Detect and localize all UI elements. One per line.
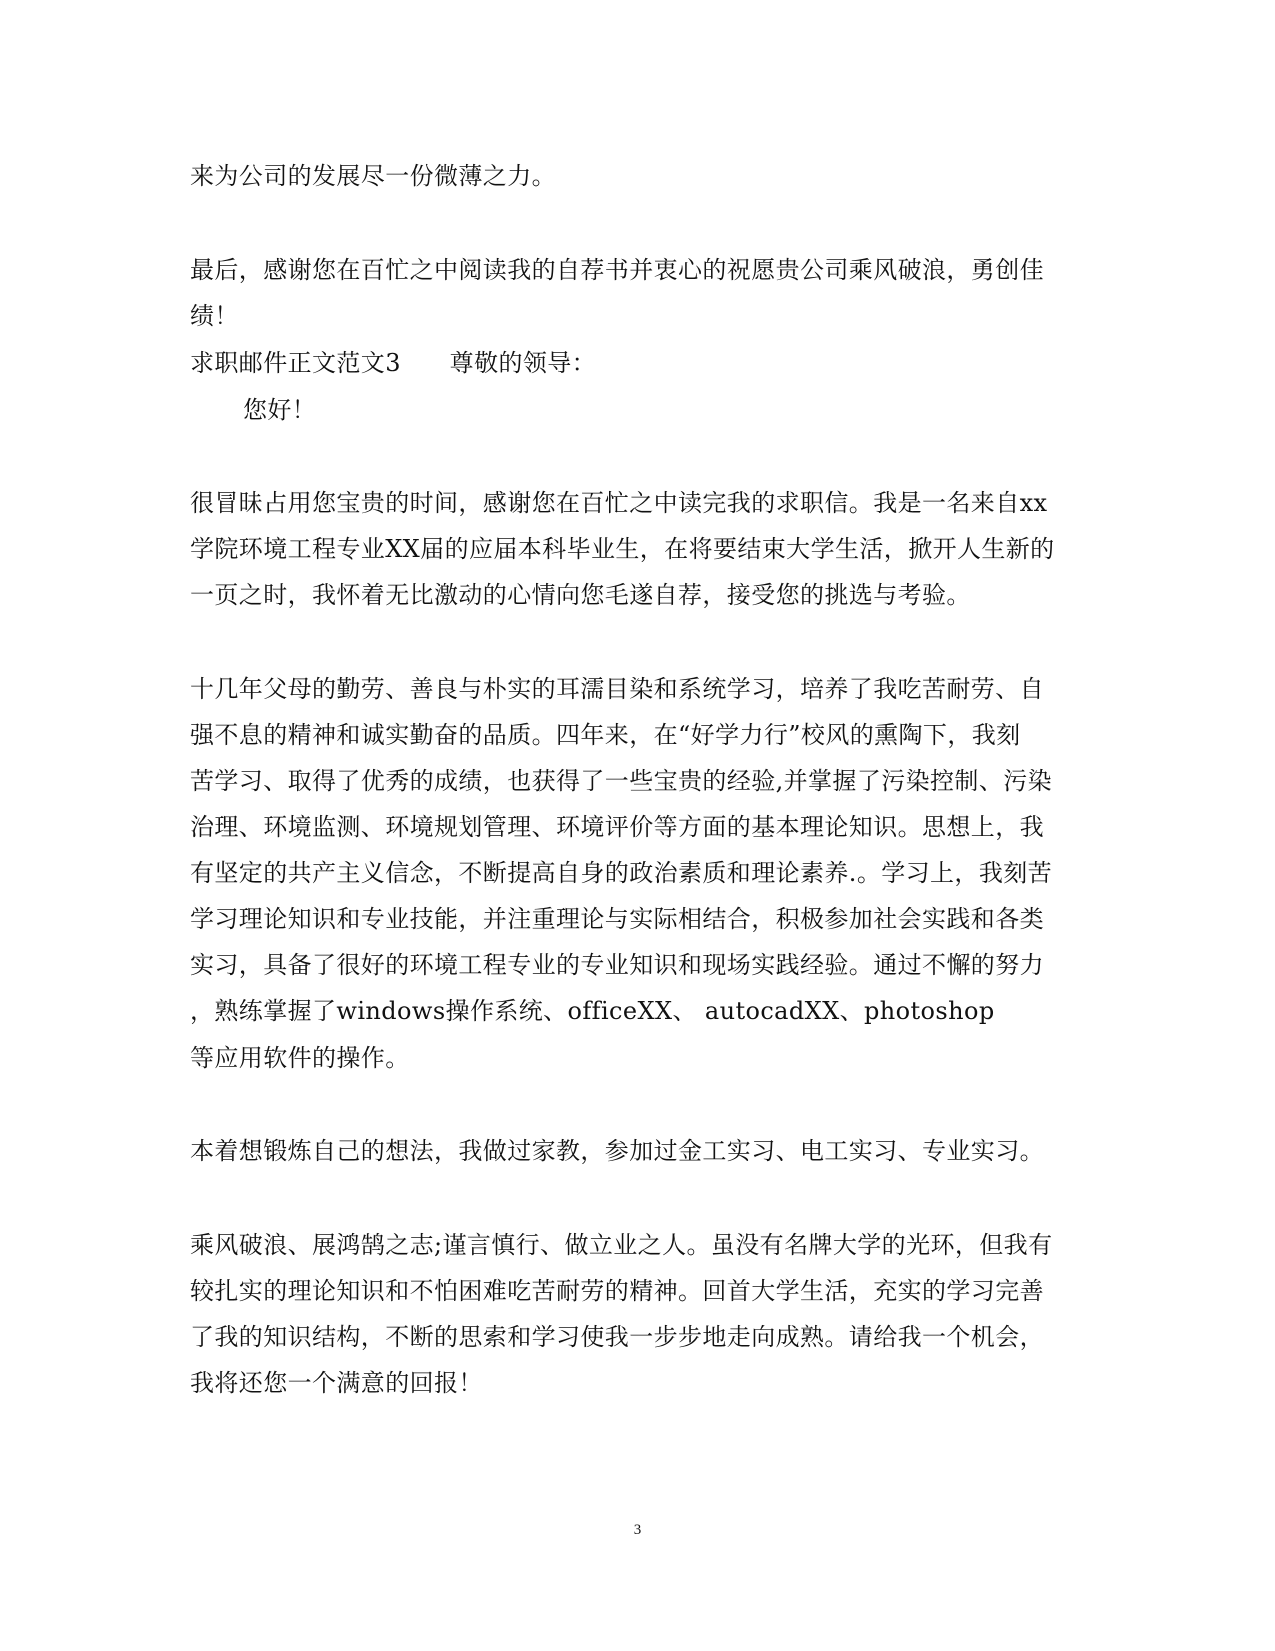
text-line: 学习理论知识和专业技能，并注重理论与实际相结合，积极参加社会实践和各类 — [190, 905, 1044, 933]
text-line: 强不息的精神和诚实勤奋的品质。四年来，在“好学力行”校风的熏陶下，我刻 — [190, 721, 1021, 749]
text-line: 很冒昧占用您宝贵的时间，感谢您在百忙之中读完我的求职信。我是一名来自xx — [190, 489, 1048, 517]
text-line: 学院环境工程专业XX届的应届本科毕业生，在将要结束大学生活，掀开人生新的 — [190, 535, 1055, 563]
text-line: 本着想锻炼自己的想法，我做过家教，参加过金工实习、电工实习、专业实习。 — [190, 1137, 1044, 1165]
text-line: 较扎实的理论知识和不怕困难吃苦耐劳的精神。回首大学生活，充实的学习完善 — [190, 1277, 1044, 1305]
text-line: 绩！ — [190, 302, 239, 330]
text-line: ，熟练掌握了windows操作系统、officeXX、 autocadXX、photoshop — [190, 997, 995, 1025]
text-line: 一页之时，我怀着无比激动的心情向您毛遂自荐，接受您的挑选与考验。 — [190, 581, 971, 609]
text-line: 来为公司的发展尽一份微薄之力。 — [190, 162, 556, 190]
section-heading: 求职邮件正文范文3 尊敬的领导： — [190, 349, 597, 377]
greeting: 您好！ — [243, 396, 317, 424]
text-line: 治理、环境监测、环境规划管理、环境评价等方面的基本理论知识。思想上，我 — [190, 813, 1044, 841]
text-line: 有坚定的共产主义信念，不断提高自身的政治素质和理论素养.。学习上，我刻苦 — [190, 859, 1053, 887]
text-line: 最后，感谢您在百忙之中阅读我的自荐书并衷心的祝愿贵公司乘风破浪，勇创佳 — [190, 256, 1044, 284]
page-number: 3 — [633, 1522, 642, 1538]
text-line: 苦学习、取得了优秀的成绩，也获得了一些宝贵的经验,并掌握了污染控制、污染 — [190, 767, 1053, 795]
text-line: 实习，具备了很好的环境工程专业的专业知识和现场实践经验。通过不懈的努力 — [190, 951, 1044, 979]
text-line: 十几年父母的勤劳、善良与朴实的耳濡目染和系统学习，培养了我吃苦耐劳、自 — [190, 675, 1044, 703]
text-line: 了我的知识结构，不断的思索和学习使我一步步地走向成熟。请给我一个机会， — [190, 1323, 1044, 1351]
text-line: 我将还您一个满意的回报！ — [190, 1369, 483, 1397]
text-line: 等应用软件的操作。 — [190, 1044, 410, 1072]
text-line: 乘风破浪、展鸿鹄之志;谨言慎行、做立业之人。虽没有名牌大学的光环，但我有 — [190, 1231, 1053, 1259]
